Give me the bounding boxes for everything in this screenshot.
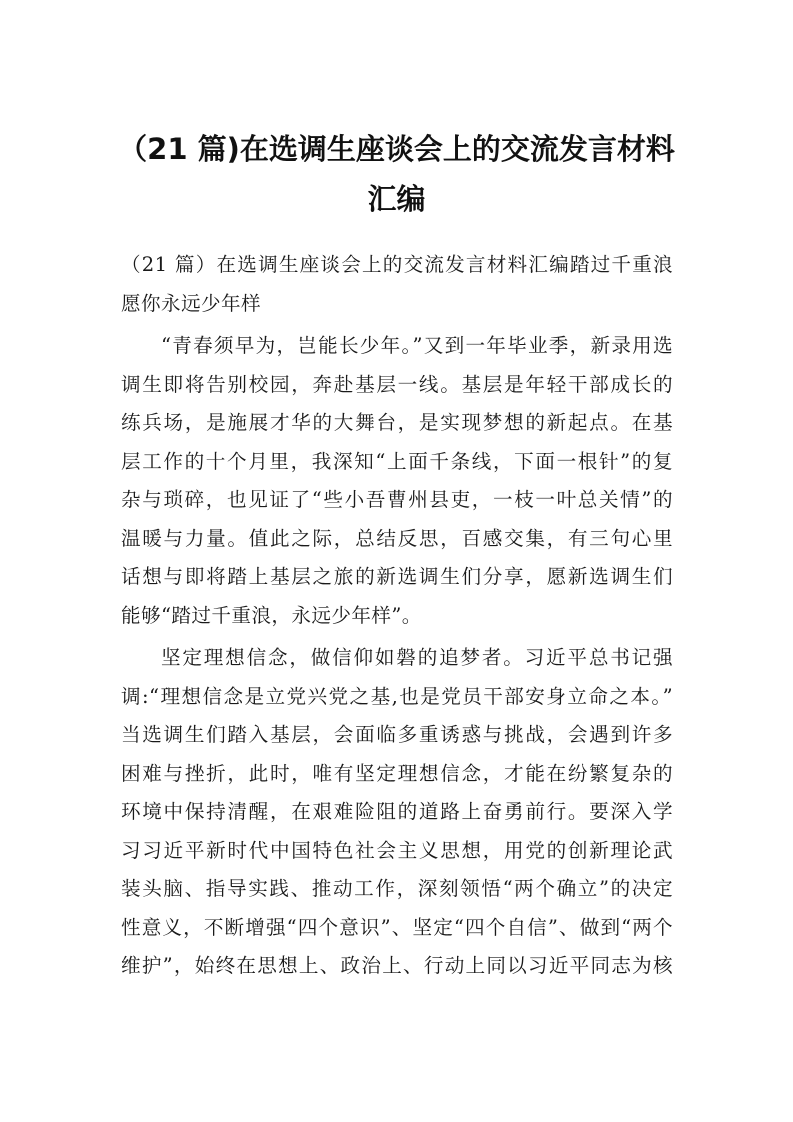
text-line: “青春须早为，岂能长少年。”又到一年毕业季，新录用选 (161, 334, 673, 357)
document-body (121, 246, 673, 990)
text-line: 维护”，始终在思想上、政治上、行动上同以习近平同志为核 (121, 954, 673, 977)
text-line: 当选调生们踏入基层，会面临多重诱惑与挑战，会遇到许多 (121, 723, 673, 746)
text-line: 层工作的十个月里，我深知“上面千条线，下面一根针”的复 (121, 449, 673, 473)
text-line: 装头脑、指导实践、推动工作，深刻领悟“两个确立”的决定 (121, 877, 673, 900)
text-line: 愿你永远少年样 (121, 291, 261, 315)
text-line: 习习近平新时代中国特色社会主义思想，用党的创新理论武 (121, 838, 673, 862)
paragraph-intro (121, 246, 673, 323)
title-line-1: （21 篇)在选调生座谈会上的交流发言材料 (118, 132, 675, 166)
text-line: 杂与琐碎，也见证了“些小吾曹州县吏，一枝一叶总关情”的 (121, 488, 673, 511)
text-line: 调生即将告别校园，奔赴基层一线。基层是年轻干部成长的 (121, 372, 673, 396)
text-line: 话想与即将踏上基层之旅的新选调生们分享，愿新选调生们 (121, 565, 673, 588)
text-line: 调:“理想信念是立党兴党之基,也是党员干部安身立命之本。” (121, 684, 673, 708)
paragraph-2 (121, 639, 673, 986)
text-line: 坚定理想信念，做信仰如磐的追梦者。习近平总书记强 (161, 646, 673, 669)
paragraph-1 (121, 327, 673, 635)
text-line: 性意义，不断增强“四个意识”、坚定“四个自信”、做到“两个 (121, 915, 673, 939)
text-line: 环境中保持清醒，在艰难险阻的道路上奋勇前行。要深入学 (121, 800, 673, 823)
text-line: 能够“踏过千重浪，永远少年样”。 (121, 603, 422, 627)
text-line: 温暖与力量。值此之际，总结反思，百感交集，有三句心里 (121, 526, 673, 550)
title-line-2: 汇编 (367, 182, 426, 216)
text-line: （21 篇）在选调生座谈会上的交流发言材料汇编踏过千重浪 (121, 253, 673, 276)
text-line: 练兵场，是施展才华的大舞台，是实现梦想的新起点。在基 (121, 411, 673, 434)
text-line: 困难与挫折，此时，唯有坚定理想信念，才能在纷繁复杂的 (121, 761, 673, 785)
document-title (110, 124, 683, 224)
